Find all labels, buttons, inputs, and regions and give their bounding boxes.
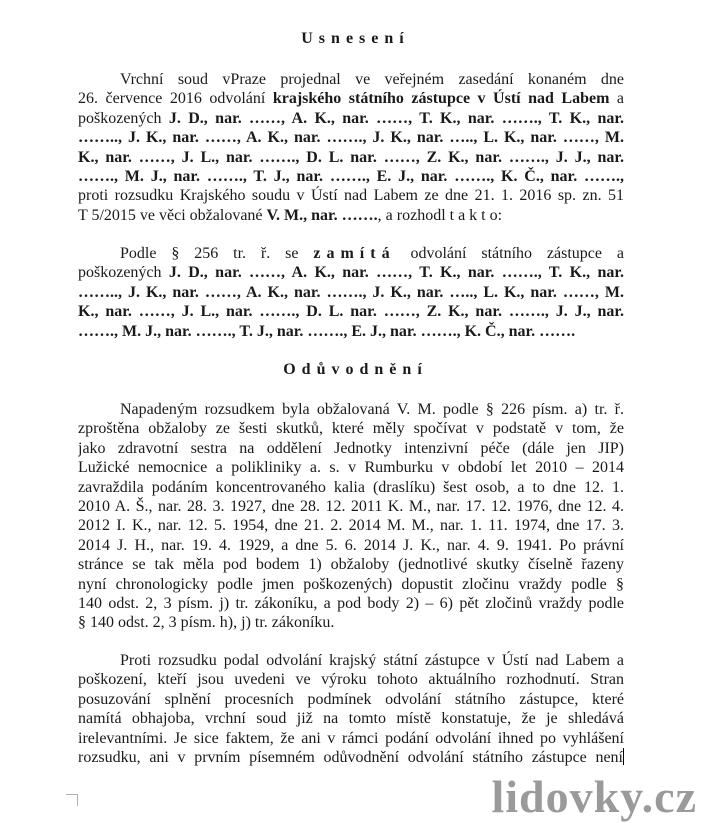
bold-text: ……., M. J., nar. ……., T. J., nar. ……., E. J., nar. ……., K. Č., nar. ……. bbox=[78, 322, 576, 340]
heading-letter: v bbox=[331, 361, 340, 378]
text-line bbox=[78, 283, 624, 302]
bold-text: J. D., nar. ……, A. K., nar. ……, T. K., nar. ……., T. K., nar. bbox=[168, 109, 624, 127]
heading-letter: e bbox=[371, 30, 379, 47]
text: Vrchní soud v bbox=[120, 71, 231, 88]
text-line: posuzování splnění procesních podmínek odvolání státního zástupce, které bbox=[78, 690, 624, 708]
heading-letter: d bbox=[359, 361, 369, 378]
text-line: 2010 A. Š., nar. 28. 3. 1927, dne 28. 12. 2011 K. M., nar. 17. 12. 1976, dne 12. 4. bbox=[78, 498, 624, 515]
text: T 5/2015 ve věci obžalované bbox=[78, 206, 267, 224]
text-cursor bbox=[623, 748, 624, 765]
heading-letter: n bbox=[331, 30, 340, 47]
bold-text: …….., J. K., nar. ……, A. K., nar. ……., J. K., nar. ….., L. K., nar. ……, M. bbox=[78, 129, 624, 147]
text-line: poškození, kteří jsou uvedeni ve výroku tohoto aktuálního rozhodnutí. Stran bbox=[78, 671, 624, 689]
text-line bbox=[120, 70, 624, 89]
heading-letter: e bbox=[345, 30, 354, 47]
text-line bbox=[78, 89, 624, 108]
heading-letter: í bbox=[399, 30, 404, 47]
text-line: 2014 J. H., nar. 19. 4. 1929, a dne 5. 6. 2014 J. K., nar. 4. 9. 1941. Po právní bbox=[78, 536, 624, 554]
document-title bbox=[0, 30, 705, 48]
heading-letter: í bbox=[417, 361, 422, 378]
heading-letter: n bbox=[374, 361, 384, 378]
heading-letter: o bbox=[345, 361, 354, 378]
text-line bbox=[78, 167, 624, 186]
heading-letter: O bbox=[283, 361, 296, 378]
text-line bbox=[78, 302, 624, 321]
heading-letter: s bbox=[359, 30, 366, 47]
text: odvolání státního zástupce a bbox=[395, 245, 624, 262]
text: poškozených bbox=[78, 109, 169, 127]
text-line: zavraždila podáním koncentrovaného kalia (draslíku) šest osob, a to dne 12. 1. bbox=[78, 478, 624, 496]
watermark-logo: lidovky.cz bbox=[491, 771, 697, 822]
bold-text: K., nar. ……, J. L., nar. ……., D. L. nar. ……, Z. K., nar. ……., J. J., nar. bbox=[78, 303, 624, 321]
bold-text: V. M., nar. ……. bbox=[266, 206, 378, 224]
text-line: 2012 I. K., nar. 12. 5. 1954, dne 21. 2. 2014 M. M., nar. 1. 11. 1974, dne 17. 3. bbox=[78, 517, 624, 535]
heading-letter: ě bbox=[389, 361, 397, 378]
heading-letter: s bbox=[318, 30, 326, 47]
heading-letter: n bbox=[402, 361, 412, 378]
text-line bbox=[78, 322, 624, 341]
text-line: Proti rozsudku podal odvolání krajský státní zástupce v Ústí nad Labem a bbox=[120, 652, 624, 669]
text-line: Lužické nemocnice a polikliniky a. s. v Rumburku v období let 2010 – 2014 bbox=[78, 459, 624, 477]
bold-text: K., nar. ……, J. L., nar. ……., D. L. nar. ……, Z. K., nar. ……., J. J., nar. bbox=[78, 148, 624, 166]
text-line: § 140 odst. 2, 3 písm. h), j) tr. zákoníku. bbox=[78, 614, 335, 632]
text-line: irelevantními. Je sice faktem, že ani v rámci podání odvolání ihned po vyhlášení bbox=[78, 729, 624, 747]
text-line: rozsudku, ani v prvním písemném odůvodnění odvolání státního zástupce není bbox=[78, 749, 623, 766]
text: proti rozsudku Krajského soudu v Ústí nad Labem ze dne 21. 1. 2016 sp. zn. 51 bbox=[78, 187, 624, 205]
text-line: Napadeným rozsudkem byla obžalovaná V. M. podle § 226 písm. a) tr. ř. bbox=[120, 401, 624, 418]
text-line: stránce se tak měla pod bodem 1) obžaloby (jednotlivé skutky číselně řazeny bbox=[78, 556, 624, 574]
text-line bbox=[78, 148, 624, 167]
bold-text: …….., J. K., nar. ……, A. K., nar. ……., J. K., nar. ….., L. K., nar. ……, M. bbox=[78, 283, 624, 301]
text: a bbox=[609, 90, 624, 108]
text-line bbox=[78, 206, 624, 225]
text: 26. července 2016 odvolání bbox=[78, 90, 273, 108]
heading-letter: d bbox=[301, 361, 311, 378]
bold-text: J. D., nar. ……, A. K., nar. ……, T. K., nar. ……., T. K., nar. bbox=[168, 264, 624, 282]
heading-letter: ů bbox=[316, 361, 326, 378]
text-line bbox=[78, 109, 624, 128]
text-line: 140 odst. 2, 3 písm. j) tr. zákoníku, a pod body 2) – 6) pět zločinů vraždy podle bbox=[78, 595, 624, 612]
text-line: jako zdravotní sestra na oddělení Jednotky intenzivní péče (dále jen JIP) bbox=[78, 439, 624, 457]
text-line: nyní chronologicky podle jmen poškozených) dopustit zločinu vraždy podle § bbox=[78, 575, 624, 593]
text: Praze projednal ve veřejném zasedání konaném dne bbox=[230, 71, 624, 88]
bold-text: ……., M. J., nar. ……., T. J., nar. ……., E. J., nar. ……., K. Č., nar. ……., bbox=[78, 168, 624, 185]
text-line bbox=[120, 244, 624, 263]
text-line: namítá obhajoba, vrchní soud již na tomto místě konstatuje, že je shledává bbox=[78, 710, 624, 728]
text: , a rozhodl t a k t o: bbox=[377, 206, 503, 224]
heading-letter: U bbox=[301, 30, 313, 47]
bold-text: krajského státního zástupce v Ústí nad Labem bbox=[272, 90, 610, 108]
heading-letter: n bbox=[384, 30, 394, 47]
text-line bbox=[78, 128, 624, 147]
text: poškozených bbox=[78, 264, 169, 282]
page-corner-mark bbox=[66, 794, 78, 806]
bold-text: zamítá bbox=[313, 245, 396, 262]
text: Podle § 256 tr. ř. se bbox=[120, 245, 314, 262]
text-line: zproštěna obžaloby ze šesti skutků, které měly spočívat v podstatě v tom, že bbox=[78, 420, 624, 438]
text-line bbox=[78, 186, 624, 205]
section-heading-reasoning bbox=[0, 361, 705, 379]
text-line bbox=[78, 263, 624, 282]
